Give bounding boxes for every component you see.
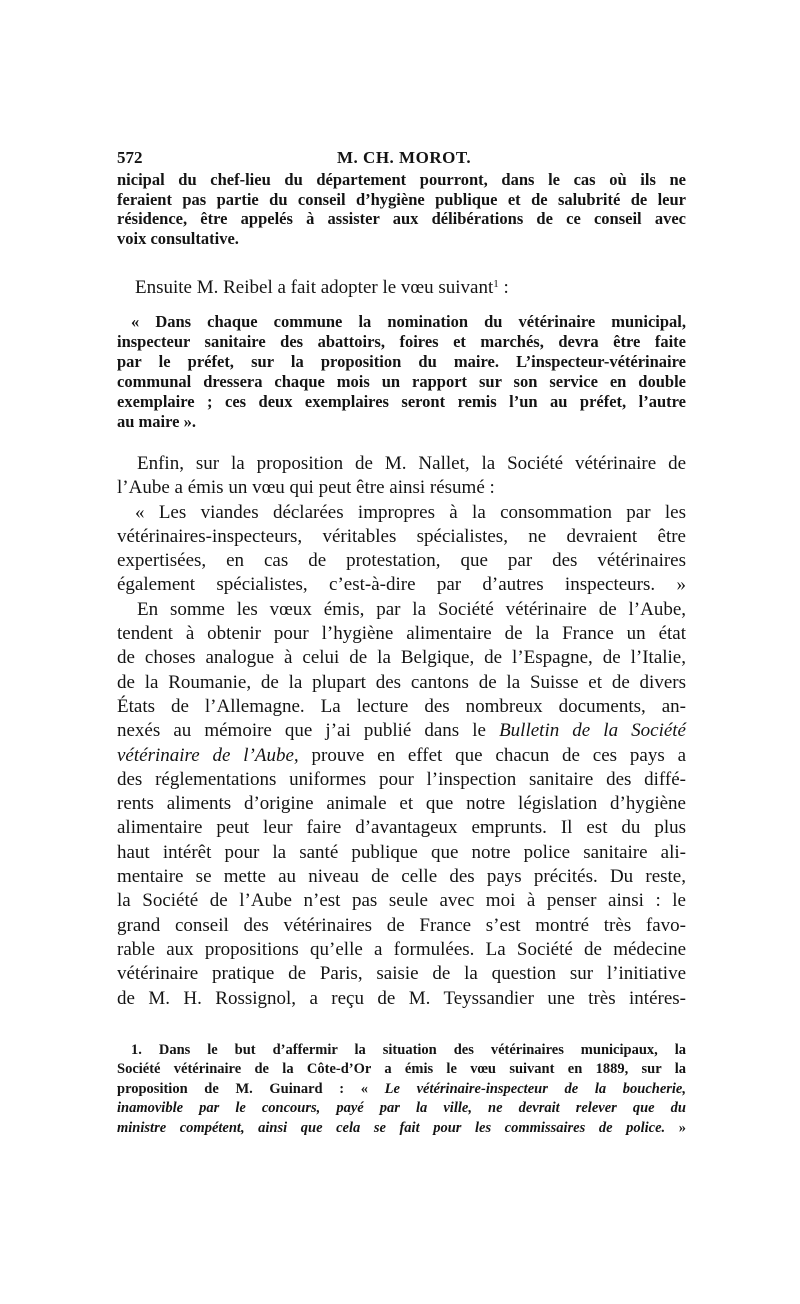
text-line: exemplaire ; ces deux exemplaires seront remis l’un au préfet, l’autre bbox=[117, 392, 686, 411]
footnote-ref: 1 bbox=[493, 278, 499, 290]
text-line: de choses analogue à celui de la Belgique, de l’Espagne, de l’Italie, bbox=[117, 647, 686, 669]
journal-title: Bulletin de la Société bbox=[499, 720, 686, 742]
quote-italic: ministre compétent, ainsi que cela se fait pour les commissaires de police. bbox=[117, 1119, 666, 1136]
page-number: 572 bbox=[117, 148, 143, 167]
paragraph-reibel bbox=[117, 276, 686, 300]
text-line: de la Roumanie, de la plupart des cantons de la Suisse et de divers bbox=[117, 671, 686, 693]
text-line: résidence, être appelés à assister aux délibérations de ce conseil avec bbox=[117, 209, 686, 229]
text-line: Enfin, sur la proposition de M. Nallet, la Société vétérinaire de bbox=[137, 453, 686, 474]
text-line: de M. H. Rossignol, a reçu de M. Teyssandier une très intéres- bbox=[117, 987, 686, 1009]
text-line: alimentaire peut leur faire d’avantageux emprunts. Il est du plus bbox=[117, 817, 686, 839]
text-line: au maire ». bbox=[117, 412, 196, 431]
footnote-line: Société vétérinaire de la Côte-d’Or a émis le vœu suivant en 1889, sur la bbox=[117, 1061, 686, 1078]
text-line: par le préfet, sur la proposition du maire. L’inspecteur-vétérinaire bbox=[117, 352, 686, 371]
footnote-line bbox=[117, 1080, 686, 1099]
footnote bbox=[117, 1041, 686, 1138]
text-line: vétérinaires-inspecteurs, véritables spécialistes, ne devraient être bbox=[117, 525, 686, 547]
text-line: feraient pas partie du conseil d’hygiène publique et de salubrité de leur bbox=[117, 189, 686, 209]
paragraph-continuation bbox=[117, 170, 686, 248]
text-line: « Dans chaque commune la nomination du vétérinaire municipal, bbox=[131, 312, 686, 331]
text-line: États de l’Allemagne. La lecture des nombreux documents, an- bbox=[117, 695, 686, 717]
text-line: rents aliments d’origine animale et que notre législation d’hygiène bbox=[117, 793, 686, 815]
text-line: des réglementations uniformes pour l’inspection sanitaire des diffé- bbox=[117, 768, 686, 790]
main-paragraphs bbox=[117, 452, 686, 1011]
text-line: inspecteur sanitaire des abattoirs, foires et marchés, devra être faite bbox=[117, 332, 686, 351]
footnote-line bbox=[117, 1119, 686, 1138]
running-head: M. CH. MOROT. bbox=[337, 148, 472, 167]
text-line: mentaire se mette au niveau de celle des pays précités. Du reste, bbox=[117, 866, 686, 888]
text-line bbox=[117, 719, 686, 743]
text-line: communal dressera chaque mois un rapport sur son service en double bbox=[117, 372, 686, 391]
text-line: également spécialistes, c’est-à-dire par d’autres inspecteurs. » bbox=[117, 574, 686, 596]
text-line: En somme les vœux émis, par la Société vétérinaire de l’Aube, bbox=[137, 598, 686, 620]
reibel-text: Ensuite M. Reibel a fait adopter le vœu suivant bbox=[135, 277, 494, 298]
text-line: « Les viandes déclarées impropres à la consommation par les bbox=[135, 501, 686, 523]
quote-italic: Le vétérinaire-inspecteur de la boucherie, bbox=[384, 1080, 686, 1097]
text-run: » bbox=[665, 1119, 686, 1136]
text-line: expertisées, en cas de protestation, que par des vétérinaires bbox=[117, 550, 686, 572]
text-run: prouve en effet que chacun de ces pays a bbox=[298, 744, 686, 766]
quote-reibel bbox=[117, 312, 686, 432]
text-line: tendent à obtenir pour l’hygiène alimentaire de la France un état bbox=[117, 623, 686, 645]
text-line: l’Aube a émis un vœu qui peut être ainsi résumé : bbox=[117, 477, 495, 499]
text-line: vétérinaire pratique de Paris, saisie de la question sur l’initiative bbox=[117, 963, 686, 985]
footnote-line: 1. Dans le but d’affermir la situation des vétérinaires municipaux, la bbox=[131, 1042, 686, 1058]
text-line bbox=[117, 276, 686, 300]
text-line: la Société de l’Aube n’est pas seule avec moi à penser ainsi : le bbox=[117, 890, 686, 912]
text-line: haut intérêt pour la santé publique que notre police sanitaire ali- bbox=[117, 841, 686, 863]
text-run: proposition de M. Guinard : « bbox=[117, 1080, 385, 1097]
text-line: grand conseil des vétérinaires de France s’est montré très favo- bbox=[117, 914, 686, 936]
text-line: voix consultative. bbox=[117, 228, 239, 248]
quote-italic: inamovible par le concours, payé par la ville, ne devrait relever que du bbox=[117, 1100, 686, 1117]
text-run: nexés au mémoire que j’ai publié dans le bbox=[117, 720, 486, 742]
footnote-line bbox=[117, 1099, 686, 1118]
text-line bbox=[117, 744, 686, 768]
reibel-tail: : bbox=[498, 277, 509, 298]
text-line: nicipal du chef-lieu du département pourront, dans le cas où ils ne bbox=[117, 170, 686, 189]
text-line: rable aux propositions qu’elle a formulées. La Société de médecine bbox=[117, 938, 686, 960]
journal-title: vétérinaire de l’Aube, bbox=[117, 744, 299, 766]
